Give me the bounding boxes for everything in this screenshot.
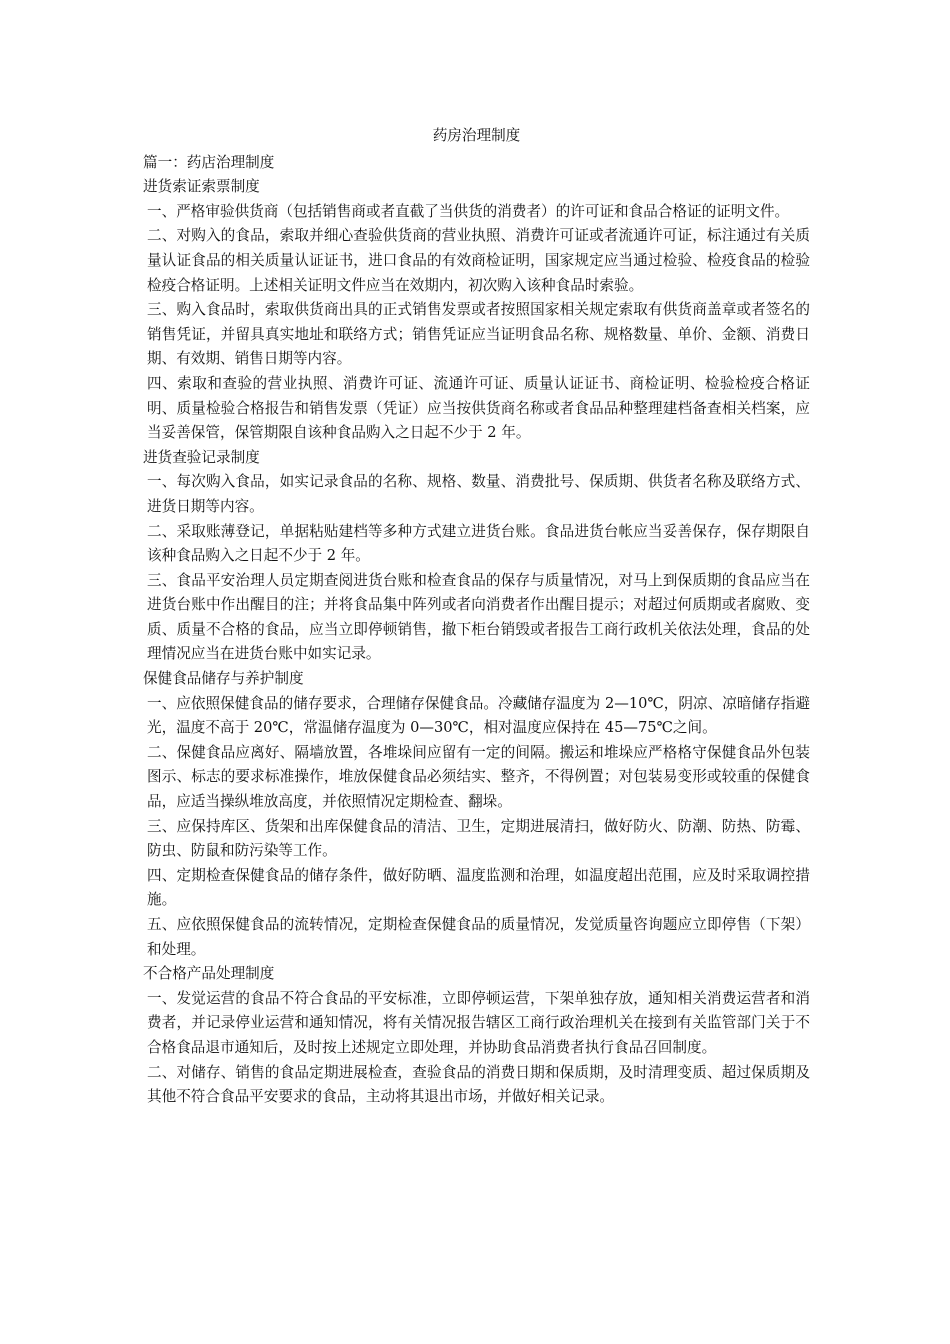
paragraph: 一、应依照保健食品的储存要求，合理储存保健食品。冷藏储存温度为 2—10℃，阴凉、凉暗储存指避光，温度不高于 20℃，常温储存温度为 0—30℃，相对温度应保持在 45—75℃之间。 — [147, 694, 810, 737]
paragraph: 三、应保持库区、货架和出库保健食品的清洁、卫生，定期进展清扫，做好防火、防潮、防热、防霉、防虫、防鼠和防污染等工作。 — [147, 817, 810, 860]
paragraph: 二、保健食品应离好、隔墙放置，各堆垛间应留有一定的间隔。搬运和堆垛应严格格守保健食品外包装图示、标志的要求标准操作，堆放保健食品必须结实、整齐，不得例置；对包装易变形或较重的保健食品，应适当操纵堆放高度，并依照情况定期检查、翻垛。 — [147, 743, 810, 811]
subsection-heading: 保健食品储存与养护制度 — [143, 670, 304, 688]
paragraph: 一、发觉运营的食品不符合食品的平安标准，立即停顿运营，下架单独存放，通知相关消费运营者和消费者，并记录停业运营和通知情况，将有关情况报告辖区工商行政治理机关在接到有关监管部门关于不合格食品退市通知后，及时按上述规定立即处理，并协助食品消费者执行食品召回制度。 — [147, 989, 810, 1056]
paragraph: 四、定期检查保健食品的储存条件，做好防晒、温度监测和治理，如温度超出范围，应及时采取调控措施。 — [147, 866, 810, 909]
paragraph: 二、采取账薄登记，单据粘贴建档等多种方式建立进货台账。食品进货台帐应当妥善保存，保存期限自该种食品购入之日起不少于 2 年。 — [147, 522, 810, 565]
paragraph: 三、食品平安治理人员定期查阅进货台账和检查食品的保存与质量情况，对马上到保质期的食品应当在进货台账中作出醒目的注；并将食品集中阵列或者向消费者作出醒目提示；对超过何质期或者腐败、变质、质量不合格的食品，应当立即停顿销售，撤下柜台销毁或者报告工商行政机关依法处理，食品的处理情况应当在进货台账中如实记录。 — [147, 571, 810, 663]
subsection-heading: 不合格产品处理制度 — [143, 965, 275, 983]
subsection-heading: 进货索证索票制度 — [143, 178, 260, 196]
paragraph: 二、对储存、销售的食品定期进展检查，查验食品的消费日期和保质期，及时清理变质、超过保质期及其他不符合食品平安要求的食品，主动将其退出市场，并做好相关记录。 — [147, 1063, 810, 1106]
paragraph: 三、购入食品时，索取供货商出具的正式销售发票或者按照国家相关规定索取有供货商盖章或者签名的销售凭证，并留具真实地址和联络方式；销售凭证应当证明食品名称、规格数量、单价、金额、消费日期、有效期、销售日期等内容。 — [147, 301, 810, 368]
paragraph: 二、对购入的食品，索取并细心查验供货商的营业执照、消费许可证或者流通许可证，标注通过有关质量认证食品的相关质量认证证书，进口食品的有效商检证明，国家规定应当通过检验、检疫食品的检验检疫合格证明。上述相关证明文件应当在效期内，初次购入该种食品时索验。 — [147, 227, 810, 294]
document-body — [143, 124, 810, 1110]
section-heading: 篇一：药店治理制度 — [143, 153, 275, 171]
paragraph: 一、每次购入食品，如实记录食品的名称、规格、数量、消费批号、保质期、供货者名称及联络方式、进货日期等内容。 — [147, 473, 810, 515]
paragraph: 四、索取和查验的营业执照、消费许可证、流通许可证、质量认证证书、商检证明、检验检疫合格证明、质量检验合格报告和销售发票（凭证）应当按供货商名称或者食品品种整理建档备查相关档案，应当妥善保管，保管期限自该种食品购入之日起不少于 2 年。 — [147, 374, 810, 442]
document-title: 药房治理制度 — [432, 127, 521, 144]
subsection-heading: 进货查验记录制度 — [143, 448, 260, 466]
paragraph: 一、严格审验供货商（包括销售商或者直截了当供货的消费者）的许可证和食品合格证的证明文件。 — [147, 202, 790, 220]
paragraph: 五、应依照保健食品的流转情况，定期检查保健食品的质量情况，发觉质量咨询题应立即停售（下架）和处理。 — [147, 916, 810, 958]
